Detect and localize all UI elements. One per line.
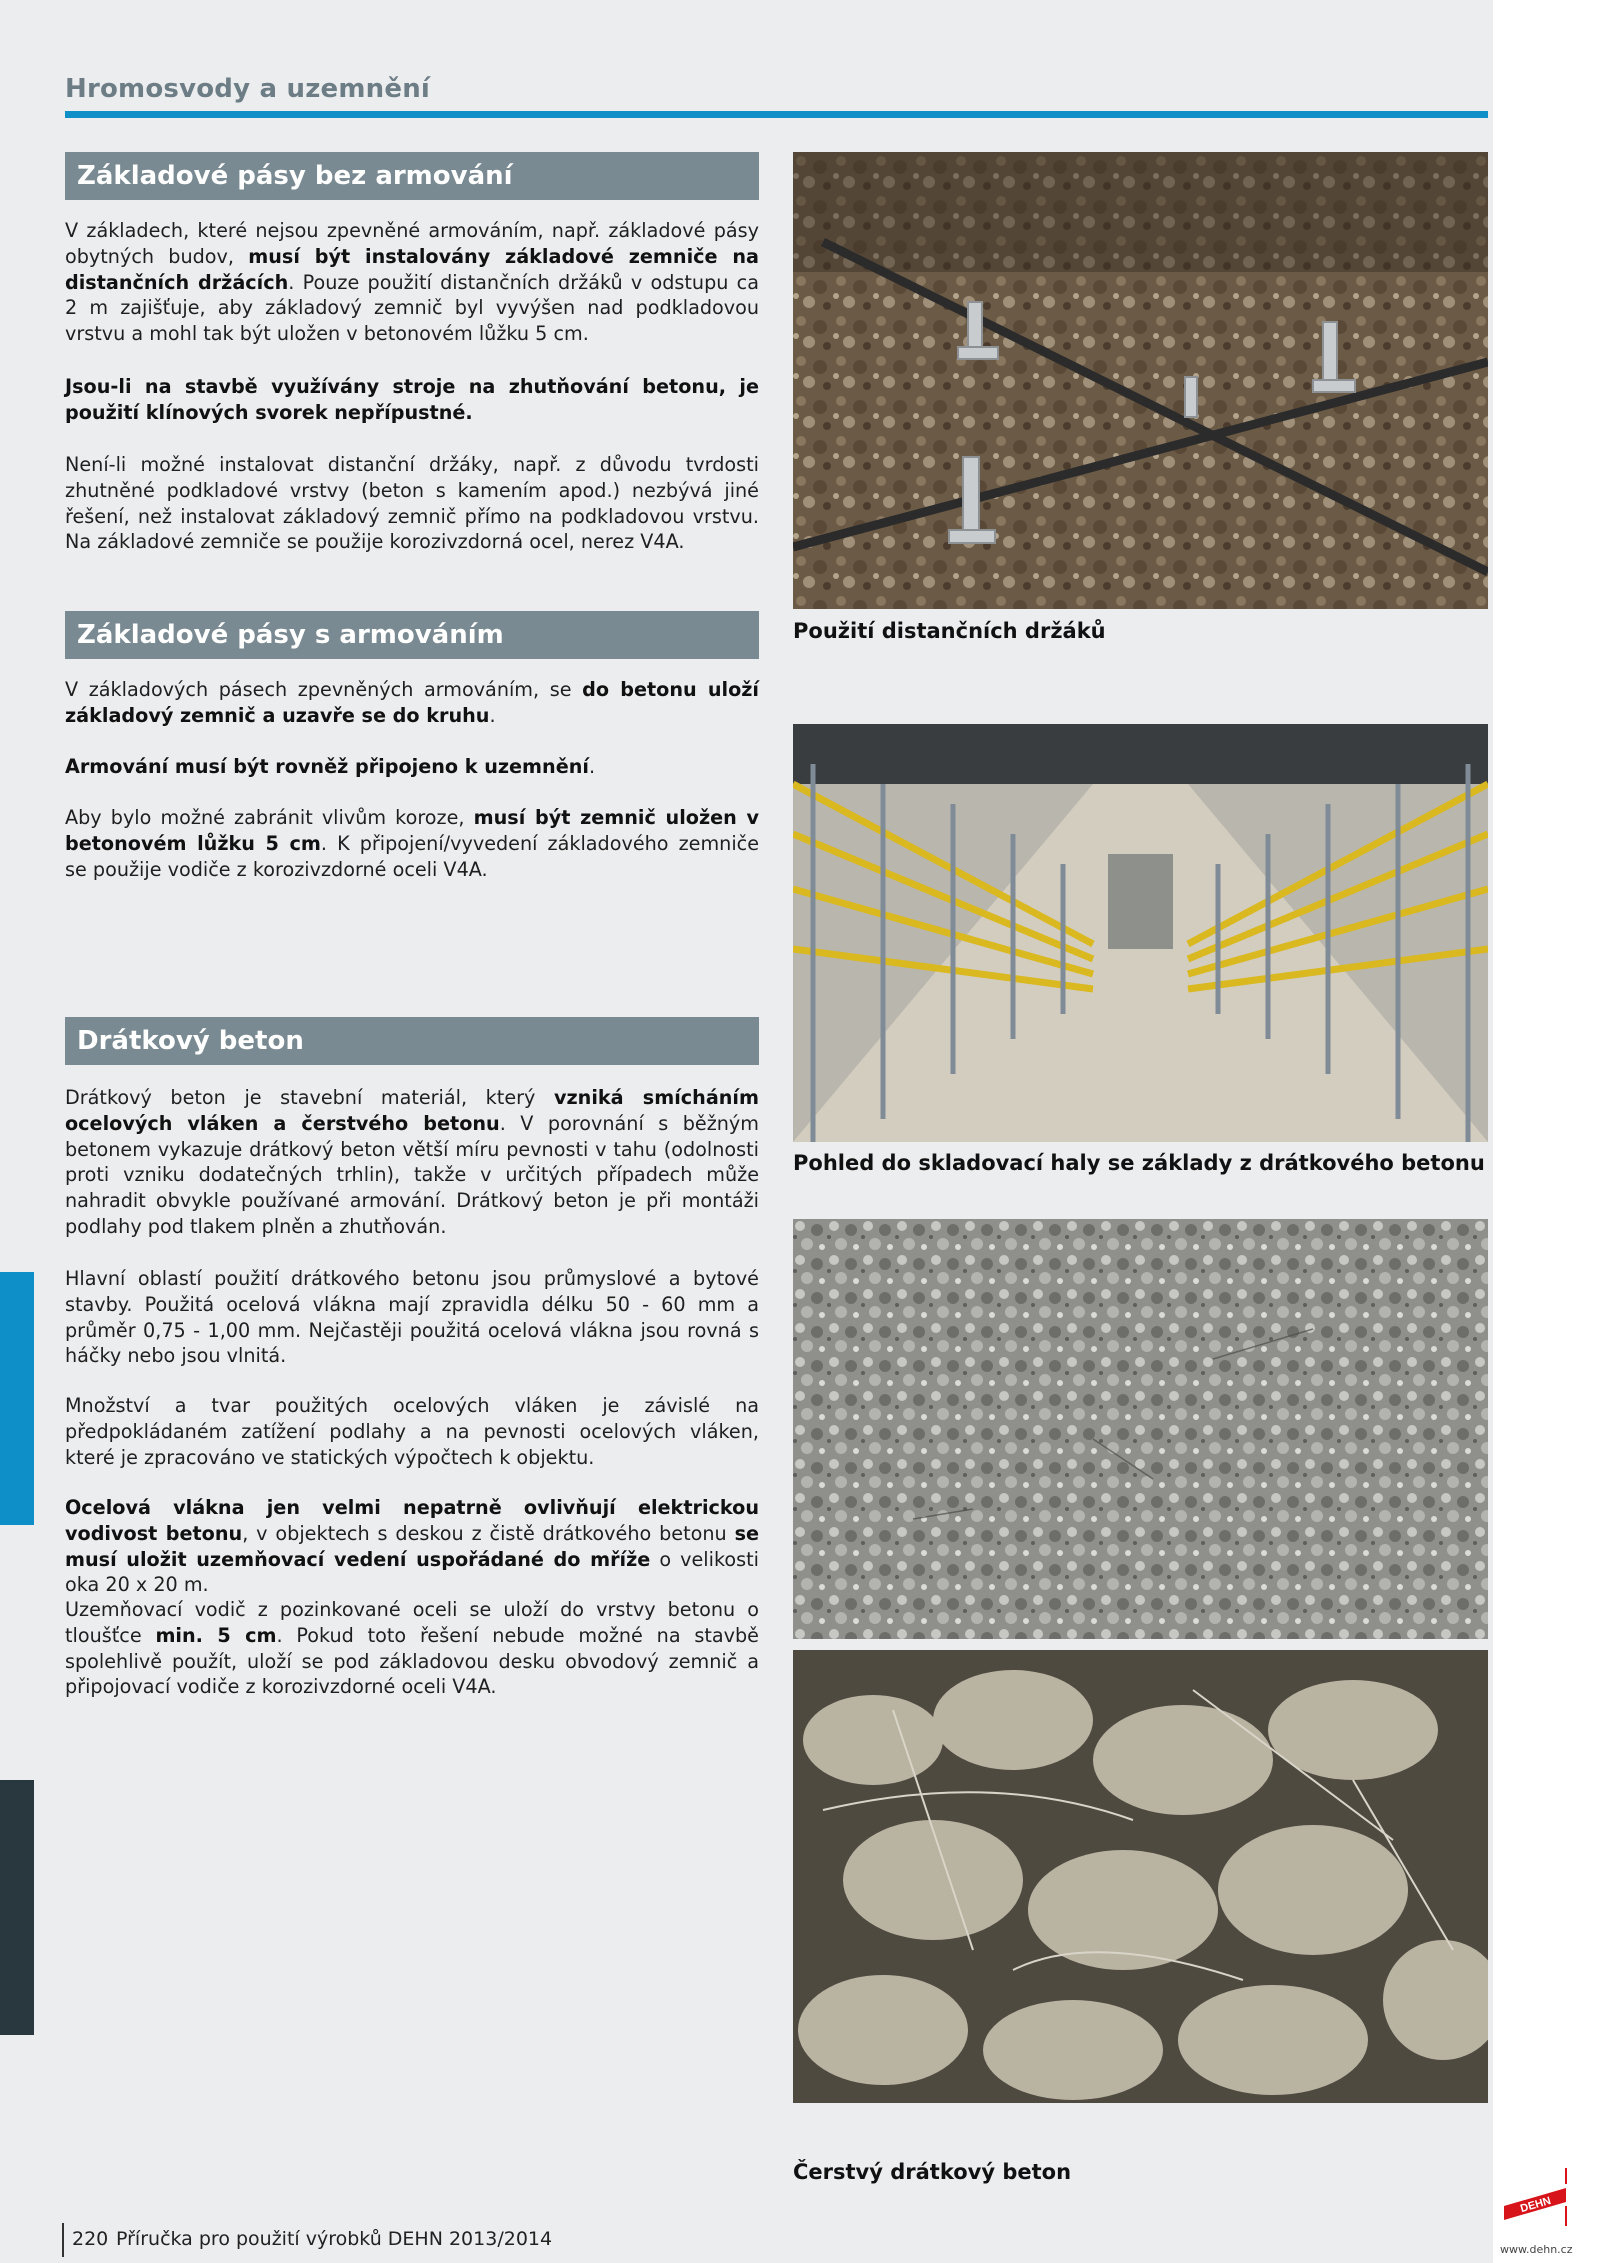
dehn-logo bbox=[1500, 2162, 1570, 2232]
section-heading: Základové pásy s armováním bbox=[65, 611, 759, 659]
paragraph: Není-li možné instalovat distanční držáky, např. z důvodu tvrdosti zhutněné podkladové vrstvy (beton s kamením apod.) nezbývá jiné řešení, než instalovat základový zemnič přímo na podkladovou vrstvu. Na základové zemniče se použije korozivzdorná ocel, nerez V4A. bbox=[65, 453, 759, 554]
paragraph: Hlavní oblastí použití drátkového betonu jsou průmyslové a bytové stavby. Použitá ocelová vlákna mají zpravidla délku 50 - 60 mm a průměr 0,75 - 1,00 mm. Nejčastěji použitá ocelová vlákna jsou rovná s háčky nebo jsou vlnitá. bbox=[65, 1267, 759, 1368]
photo-spacer-holders bbox=[793, 152, 1488, 609]
photo-fresh-fibre-concrete bbox=[793, 1650, 1488, 2103]
photo-warehouse bbox=[793, 724, 1488, 1142]
paragraph: V základových pásech zpevněných armováním, se do betonu uloží základový zemnič a uzavře se do kruhu. bbox=[65, 678, 759, 727]
margin-strip bbox=[1493, 0, 1600, 2263]
running-title: Hromosvody a uzemnění bbox=[65, 74, 431, 104]
figure-caption: Použití distančních držáků bbox=[793, 619, 1106, 643]
photo-fibre-concrete bbox=[793, 1219, 1488, 1639]
chapter-tab-dark bbox=[0, 1780, 34, 2035]
chapter-tab-blue bbox=[0, 1272, 34, 1525]
svg-text:DEHN: DEHN bbox=[1519, 2194, 1553, 2216]
paragraph: Množství a tvar použitých ocelových vláken je závislé na předpokládaném zatížení podlahy a na pevnosti ocelových vláken, které je zpracováno ve statických výpočtech k objektu. bbox=[65, 1394, 759, 1469]
page-number: 220 bbox=[72, 2228, 109, 2250]
paragraph: Uzemňovací vodič z pozinkované oceli se uloží do vrstvy betonu o tloušťce min. 5 cm. Pokud toto řešení nebude možné na stavbě spolehlivě použít, uloží se pod základovou desku obvodový zemnič a připojovací vodiče z korozivzdorné oceli V4A. bbox=[65, 1598, 759, 1699]
section-heading: Drátkový beton bbox=[65, 1017, 759, 1065]
website-url: www.dehn.cz bbox=[1500, 2243, 1573, 2256]
figure-caption: Pohled do skladovací haly se základy z drátkového betonu bbox=[793, 1151, 1485, 1175]
footer-divider bbox=[62, 2223, 64, 2257]
paragraph: Ocelová vlákna jen velmi nepatrně ovlivňují elektrickou vodivost betonu, v objektech s deskou z čistě drátkového betonu se musí uložit uzemňovací vedení uspořádané do mříže o velikosti oka 20 x 20 m. bbox=[65, 1496, 760, 1597]
paragraph: V základech, které nejsou zpevněné armováním, např. základové pásy obytných budov, musí být instalovány základové zemniče na distančních držácích. Pouze použití distančních držáků v odstupu ca 2 m zajišťuje, aby základový zemnič byl vyvýšen nad podkladovou vrstvu a mohl tak být uložen v betonovém lůžku 5 cm. bbox=[65, 219, 759, 346]
header-rule bbox=[65, 111, 1488, 118]
paragraph: Jsou-li na stavbě využívány stroje na zhutňování betonu, je použití klínových svorek nepřípustné. bbox=[65, 375, 759, 424]
figure-caption: Čerstvý drátkový beton bbox=[793, 2160, 1072, 2184]
paragraph: Drátkový beton je stavební materiál, který vzniká smícháním ocelových vláken a čerstvého betonu. V porovnání s běžným betonem vykazuje drátkový beton větší míru pevnosti v tahu (odolnosti proti vzniku dodatečných trhlin), takže v určitých případech může nahradit obvykle používané armování. Drátkový beton je při montáži podlahy pod tlakem plněn a zhutňován. bbox=[65, 1086, 759, 1238]
section-heading: Základové pásy bez armování bbox=[65, 152, 759, 200]
paragraph: Aby bylo možné zabránit vlivům koroze, musí být zemnič uložen v betonovém lůžku 5 cm. K připojení/vyvedení základového zemniče se použije vodiče z korozivzdorné oceli V4A. bbox=[65, 806, 759, 881]
publication-title: Příručka pro použití výrobků DEHN 2013/2014 bbox=[116, 2228, 553, 2250]
paragraph: Armování musí být rovněž připojeno k uzemnění. bbox=[65, 755, 596, 778]
